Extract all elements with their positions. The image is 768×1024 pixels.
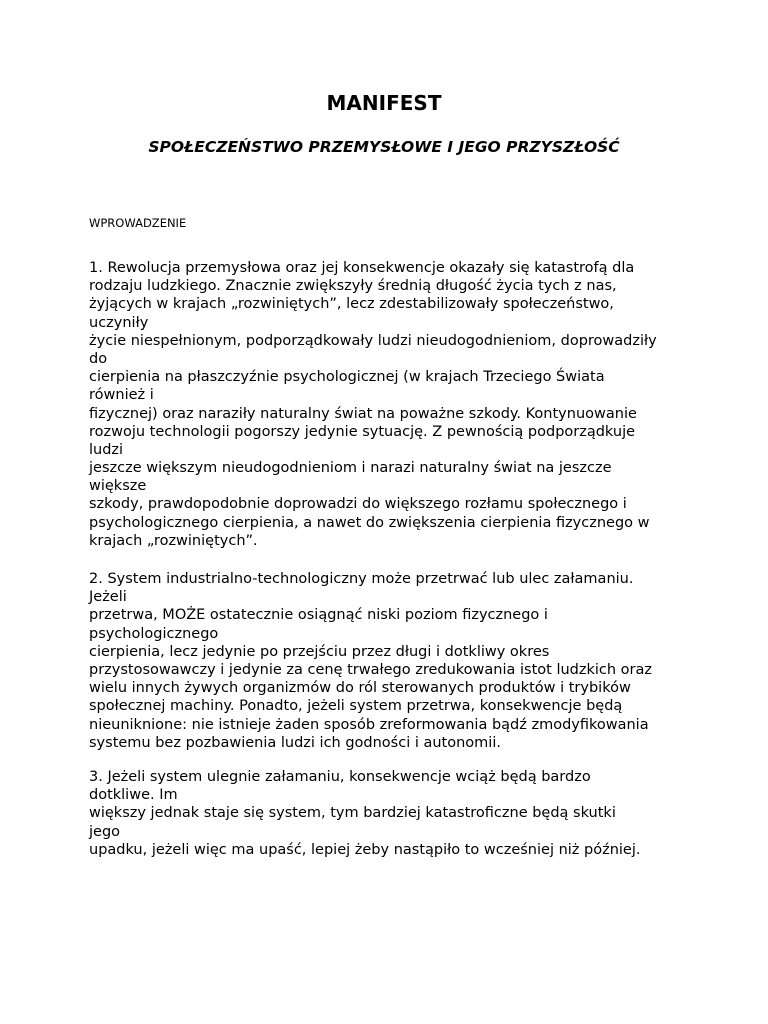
paragraph-line: systemu bez pozbawienia ludzi ich godności i autonomii. xyxy=(89,734,501,751)
paragraph-line: upadku, jeżeli więc ma upaść, lepiej żeby nastąpiło to wcześniej niż później. xyxy=(89,841,641,858)
section-heading: WPROWADZENIE xyxy=(89,216,187,230)
paragraph-line: ludzi xyxy=(89,441,124,458)
paragraph-line: szkody, prawdopodobnie doprowadzi do większego rozłamu społecznego i xyxy=(89,496,627,513)
paragraph-line: większy jednak staje się system, tym bardziej katastroficzne będą skutki xyxy=(89,805,616,822)
paragraph-line: życie niespełnionym, podporządkowały ludzi nieudogodnieniom, doprowadziły xyxy=(89,332,657,349)
paragraph-line: krajach „rozwiniętych”. xyxy=(89,532,258,549)
paragraph-line: do xyxy=(89,350,108,367)
paragraph-line: psychologicznego xyxy=(89,625,219,642)
paragraph-line: rodzaju ludzkiego. Znacznie zwiększyły średnią długość życia tych z nas, xyxy=(89,278,617,295)
paragraph-line: rozwoju technologii pogorszy jedynie sytuację. Z pewnością podporządkuje xyxy=(89,423,636,440)
paragraph-line: 1. Rewolucja przemysłowa oraz jej konsekwencje okazały się katastrofą dla xyxy=(89,260,635,276)
paragraph-line: jeszcze większym nieudogodnieniom i narazi naturalny świat na jeszcze xyxy=(89,460,612,477)
paragraph-line: również i xyxy=(89,387,154,404)
paragraph-line: fizycznej) oraz naraziły naturalny świat na poważne szkody. Kontynuowanie xyxy=(89,405,637,422)
paragraph-line: jego xyxy=(89,823,121,840)
paragraph-line: żyjących w krajach „rozwiniętych”, lecz zdestabilizowały społeczeństwo, xyxy=(89,296,614,313)
paragraph-line: dotkliwe. Im xyxy=(89,787,178,804)
paragraph-1 xyxy=(89,259,689,550)
document-subtitle: SPOŁECZEŃSTWO PRZEMYSŁOWE I JEGO PRZYSZŁOŚĆ xyxy=(148,138,620,156)
paragraph-line: większe xyxy=(89,478,147,495)
paragraph-line: przystosowawczy i jedynie za cenę trwałego zredukowania istot ludzkich oraz xyxy=(89,661,653,678)
paragraph-line: społecznej machiny. Ponadto, jeżeli system przetrwa, konsekwencje będą xyxy=(89,698,623,715)
paragraph-2 xyxy=(89,570,689,752)
paragraph-line: wielu innych żywych organizmów do ról sterowanych produktów i trybików xyxy=(89,680,631,697)
paragraph-line: przetrwa, MOŻE ostatecznie osiągnąć niski poziom fizycznego i xyxy=(89,607,548,624)
paragraph-line: 3. Jeżeli system ulegnie załamaniu, konsekwencje wciąż będą bardzo xyxy=(89,769,591,785)
document-title: MANIFEST xyxy=(326,91,442,115)
paragraph-line: cierpienia na płaszczyźnie psychologicznej (w krajach Trzeciego Świata xyxy=(89,369,605,386)
paragraph-line: nieuniknione: nie istnieje żaden sposób zreformowania bądź zmodyfikowania xyxy=(89,716,649,733)
paragraph-line: psychologicznego cierpienia, a nawet do zwiększenia cierpienia fizycznego w xyxy=(89,514,650,531)
paragraph-line: uczyniły xyxy=(89,314,149,331)
paragraph-3 xyxy=(89,768,689,859)
paragraph-line: cierpienia, lecz jedynie po przejściu przez długi i dotkliwy okres xyxy=(89,643,550,660)
paragraph-line: Jeżeli xyxy=(89,589,127,606)
paragraph-line: 2. System industrialno-technologiczny może przetrwać lub ulec załamaniu. xyxy=(89,571,634,587)
